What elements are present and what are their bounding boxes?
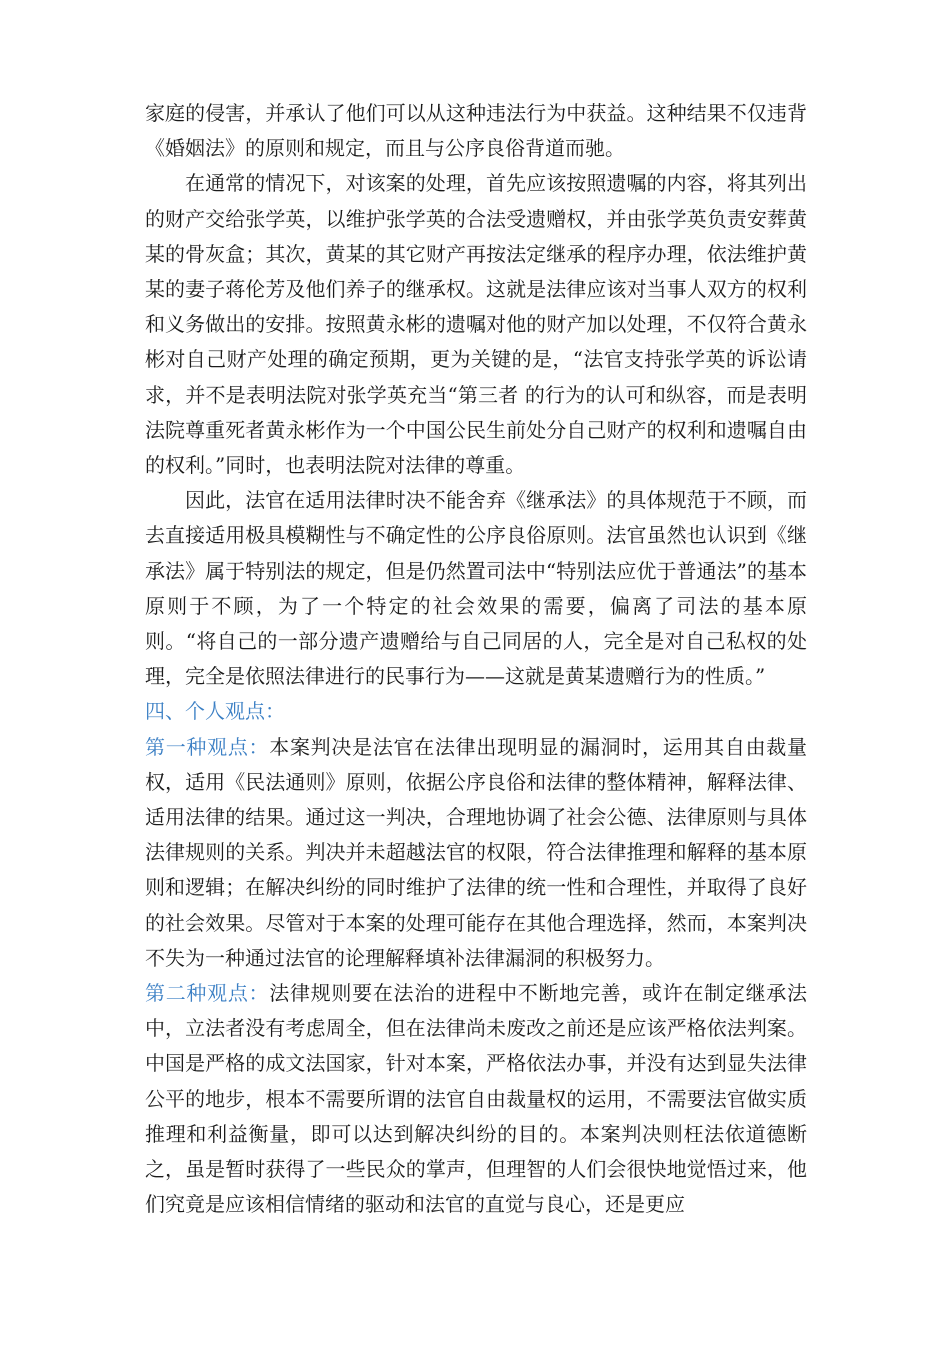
section-heading-personal-views: 四、个人观点：: [145, 699, 285, 724]
view-two-text: 法律规则要在法治的进程中不断地完善，或许在制定继承法中，立法者没有考虑周全，但在法律尚未废改之前还是应该严格依法判案。 中国是严格的成文法国家，针对本案，严格依法办事，并没有达到显失法律公平的地步，根本不需要所谓的法官自由裁量权的运用，不需要法官做实质推理和利益衡量，即可以达到解决纠纷的目的。本案判决则枉法依道德断之，虽是暂时获得了一些民众的掌声，但理智的人们会很快地觉悟过来，他们究竟是应该相信情绪的驱动和法官的直觉与良心，还是更应: [145, 981, 808, 1217]
view-one-label: 第一种观点：: [145, 734, 270, 759]
paragraph-normal-handling: 在通常的情况下，对该案的处理，首先应该按照遗嘱的内容，将其列出的财产交给张学英，以维护张学英的合法受遗赠权，并由张学英负责安葬黄某的骨灰盒；其次，黄某的其它财产再按法定继承的程序办理，依法维护黄某的妻子蒋伦芳及他们养子的继承权。这就是法律应该对当事人双方的权利和义务做出的安排。按照黄永彬的遗嘱对他的财产加以处理，不仅符合黄永彬对自己财产处理的确定预期，更为关键的是，“法官支持张学英的诉讼请求，并不是表明法院对张学英充当“第三者 的行为的认可和纵容，而是表明法院尊重死者黄永彬作为一个中国公民生前处分自己财产的权利和遗嘱自由的权利。”同时，也表明法院对法律的尊重。: [145, 171, 807, 478]
paragraph-view-one: [145, 730, 807, 976]
paragraph-continuation: 家庭的侵害，并承认了他们可以从这种违法行为中获益。这种结果不仅违背《婚姻法》的原则和规定，而且与公序良俗背道而驰。: [145, 101, 807, 161]
view-two-label: 第二种观点：: [145, 981, 270, 1006]
document-page: [145, 96, 807, 1223]
paragraph-conclusion: 因此，法官在适用法律时决不能舍弃《继承法》的具体规范于不顾，而去直接适用极具模糊性与不确定性的公序良俗原则。法官虽然也认识到《继承法》属于特别法的规定，但是仍然置司法中“特别法应优于普通法”的基本原则于不顾，为了一个特定的社会效果的需要，偏离了司法的基本原则。“将自己的一部分遗产遗赠给与自己同居的人，完全是对自己私权的处理，完全是依照法律进行的民事行为——这就是黄某遗赠行为的性质。”: [145, 488, 807, 689]
paragraph-view-two: [145, 976, 807, 1222]
view-one-text: 本案判决是法官在法律出现明显的漏洞时，运用其自由裁量权，适用《民法通则》原则，依据公序良俗和法律的整体精神，解释法律、适用法律的结果。通过这一判决，合理地协调了社会公德、法律原则与具体法律规则的关系。判决并未超越法官的权限，符合法律推理和解释的基本原则和逻辑；在解决纠纷的同时维护了法律的统一性和合理性，并取得了良好的社会效果。尽管对于本案的处理可能存在其他合理选择，然而，本案判决不失为一种通过法官的论理解释填补法律漏洞的积极努力。: [145, 734, 808, 970]
